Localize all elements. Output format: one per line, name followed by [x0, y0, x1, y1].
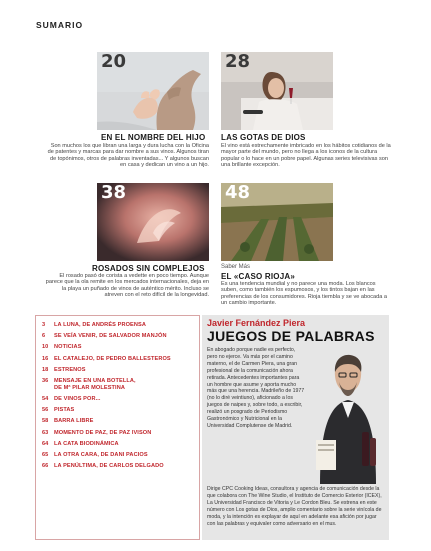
toc-item[interactable]: [42, 354, 193, 365]
contributor-name: Javier Fernández Piera: [207, 318, 306, 328]
section-title: SUMARIO: [36, 20, 84, 30]
toc-title: MENSAJE EN UNA BOTELLA,: [54, 378, 136, 385]
feature-page-number: 38: [101, 183, 127, 203]
feature-page-number: 28: [225, 52, 251, 72]
toc-page-number: 18: [42, 366, 49, 373]
feature-summary: Son muchos los que libran una larga y dura lucha con la Oficina de patentes y marcas para dar nombre a sus vinos. Algunos tiran de topónimos, otros de palabras inventadas... Y algunos buscan en casa y dedican un vino a un hijo.: [47, 143, 209, 169]
toc-item[interactable]: [42, 439, 193, 450]
toc-title-block: [54, 378, 136, 392]
toc-title: DE VINOS POR...: [54, 396, 101, 403]
toc-title: ESTRENOS: [54, 366, 86, 373]
toc-page-number: 16: [42, 355, 49, 362]
toc-page-number: 3: [42, 322, 46, 328]
contributor-bio: En abogado porque nadie es perfecto, pero no ejerce. Va más por el camino materno, el de Carmen Piera, una gran profesional de la comunicación ahora retirada. Antecedentes importantes para un hombre que asume y aporta mucho más que una herencia. Madrileño de 1977 (no lo diré veintiuno), aficionado a los juegos de naipes y, sobre todo, a escribir, realizó un posgrado de Periodismo Gastronómico y Nutricional en la Universidad Complutense de Madrid.: [207, 347, 305, 429]
feature-summary: Es una tendencia mundial y no parece una moda. Los blancos suben, como también los espumosos, y los tintos bajan en las preferencias de los consumidores. Rioja tiembla y se ve abocada a un cambio importante.: [221, 281, 388, 307]
toc-page-number: 58: [42, 418, 49, 425]
toc-title: MOMENTO DE PAZ, DE PAZ IVISON: [54, 429, 152, 436]
feature-title[interactable]: EN EL NOMBRE DEL HIJO: [101, 133, 206, 142]
toc-item[interactable]: [42, 416, 193, 427]
feature-photo-woman-wine[interactable]: [221, 52, 333, 130]
toc-item[interactable]: [42, 405, 193, 416]
feature-title[interactable]: LAS GOTAS DE DIOS: [221, 133, 306, 142]
toc-title: NOTICIAS: [54, 344, 82, 351]
feature-title[interactable]: ROSADOS SIN COMPLEJOS: [92, 264, 205, 273]
contributor-title: JUEGOS DE PALABRAS: [207, 328, 375, 344]
toc-title: LA OTRA CARA, DE DANI PACIOS: [54, 452, 148, 459]
feature-page-number: 20: [101, 52, 127, 72]
toc-title: LA LUNA, DE ANDRÉS PROENSA: [54, 322, 147, 328]
feature-kicker: Saber Más: [221, 264, 251, 270]
toc-item[interactable]: [42, 342, 193, 353]
contributor-bio-continued: Dirige CPC Cooking Ideas, consultora y agencia de comunicación desde la que colabora con The Wine Studio, el Instituto de Comercio Exterior (ICEX), La Universidad Francisco de Vitoria y Le Cordon Bleu. Se estrena en este número con Los gotas de Dios, amplio comentario sobre la serie vinícola de moda, y la intención es explayar de aquí en adelante esa afición por jugar con las palabras y equivaler como adversario en el mus.: [207, 486, 382, 527]
contributor-portrait: [308, 348, 388, 484]
feature-title[interactable]: EL «CASO RIOJA»: [221, 272, 295, 281]
toc-item[interactable]: [42, 461, 193, 472]
toc-title: PISTAS: [54, 407, 75, 414]
feature-summary: El rosado pasó de corista a vedette en poco tiempo. Aunque parece que la ola remite en los mercados internacionales, deja en la playa un puñado de vinos de auténtico mérito. Incluso se atreven con el reto difícil de la longevidad.: [45, 273, 209, 299]
sections-index: [35, 315, 200, 540]
toc-page-number: 66: [42, 463, 49, 470]
toc-page-number: 10: [42, 344, 49, 351]
toc-page-number: 54: [42, 396, 49, 403]
toc-item[interactable]: [42, 394, 193, 405]
toc-title: BARRA LIBRE: [54, 418, 94, 425]
toc-title-continued: DE Mª PILAR MOLESTINA: [54, 385, 125, 392]
toc-title: EL CATALEJO, DE PEDRO BALLESTEROS: [54, 355, 171, 362]
toc-page-number: 56: [42, 407, 49, 414]
toc-page-number: 65: [42, 452, 49, 459]
toc-item[interactable]: [42, 450, 193, 461]
feature-photo-hands[interactable]: [97, 52, 209, 130]
toc-item[interactable]: [42, 320, 193, 331]
contributor-profile: [202, 315, 389, 540]
feature-summary: El vino está estrechamente imbricado en los hábitos cotidianos de la mayor parte del mundo, pero no llega a los iconos de la cultura popular o lo hace en un pobre papel. Algunas series televisivas son una brillante excepción.: [221, 143, 391, 169]
toc-title: SE VEÍA VENIR, DE SALVADOR MANJÓN: [54, 333, 167, 340]
feature-photo-rose-splash[interactable]: [97, 183, 209, 261]
toc-title: LA PENÚLTIMA, DE CARLOS DELGADO: [54, 463, 164, 470]
toc-item[interactable]: [42, 331, 193, 342]
toc-item[interactable]: [42, 428, 193, 439]
toc-title: LA CATA BIODINÁMICA: [54, 440, 119, 447]
toc-page-number: 6: [42, 333, 46, 340]
feature-photo-vineyard[interactable]: [221, 183, 333, 261]
toc-item[interactable]: [42, 365, 193, 376]
feature-page-number: 48: [225, 183, 251, 203]
toc-page-number: 36: [42, 378, 49, 385]
toc-page-number: 63: [42, 429, 49, 436]
toc-item[interactable]: [42, 376, 193, 394]
toc-page-number: 64: [42, 440, 49, 447]
